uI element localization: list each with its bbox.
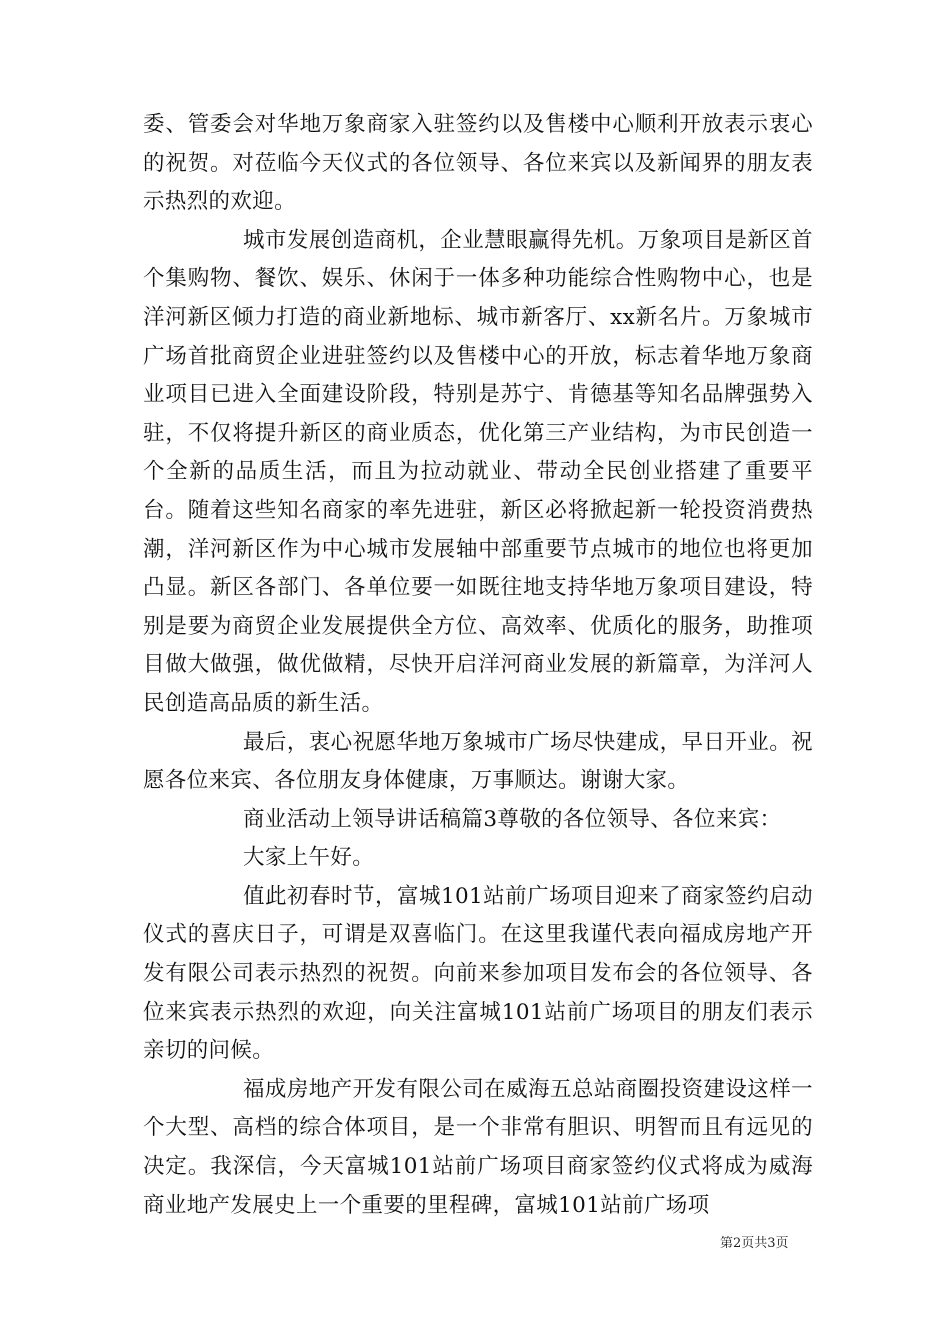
- paragraph-5-greeting: 大家上午好。: [242, 845, 375, 871]
- paragraph-3: 最后，衷心祝愿华地万象城市广场尽快建成，早日开业。祝愿各位来宾、各位朋友身体健康，万事顺达。谢谢大家。: [143, 729, 813, 794]
- page-number-footer: 第2页共3页: [720, 1236, 789, 1251]
- document-body: [143, 106, 813, 1225]
- paragraph-6: 值此初春时节，富城101站前广场项目迎来了商家签约启动仪式的喜庆日子，可谓是双喜临门。在这里我谨代表向福成房地产开发有限公司表示热烈的祝贺。向前来参加项目发布会的各位领导、各位来宾表示热烈的欢迎，向关注富城101站前广场项目的朋友们表示亲切的问候。: [143, 883, 813, 1064]
- paragraph-7: 福成房地产开发有限公司在威海五总站商圈投资建设这样一个大型、高档的综合体项目，是一个非常有胆识、明智而且有远见的决定。我深信，今天富城101站前广场项目商家签约仪式将成为威海商业地产发展史上一个重要的里程碑，富城101站前广场项: [143, 1076, 813, 1218]
- paragraph-2: 城市发展创造商机，企业慧眼赢得先机。万象项目是新区首个集购物、餐饮、娱乐、休闲于一体多种功能综合性购物中心，也是洋河新区倾力打造的商业新地标、城市新客厅、xx新名片。万象城市广场首批商贸企业进驻签约以及售楼中心的开放，标志着华地万象商业项目已进入全面建设阶段，特别是苏宁、肯德基等知名品牌强势入驻，不仅将提升新区的商业质态，优化第三产业结构，为市民创造一个全新的品质生活，而且为拉动就业、带动全民创业搭建了重要平台。随着这些知名商家的率先进驻，新区必将掀起新一轮投资消费热潮，洋河新区作为中心城市发展轴中部重要节点城市的地位也将更加凸显。新区各部门、各单位要一如既往地支持华地万象项目建设，特别是要为商贸企业发展提供全方位、高效率、优质化的服务，助推项目做大做强，做优做精，尽快开启洋河商业发展的新篇章，为洋河人民创造高品质的新生活。: [143, 227, 813, 716]
- paragraph-1: 委、管委会对华地万象商家入驻签约以及售楼中心顺利开放表示衷心的祝贺。对莅临今天仪式的各位领导、各位来宾以及新闻界的朋友表示热烈的欢迎。: [143, 112, 813, 215]
- paragraph-4-heading: 商业活动上领导讲话稿篇3尊敬的各位领导、各位来宾：: [242, 806, 782, 832]
